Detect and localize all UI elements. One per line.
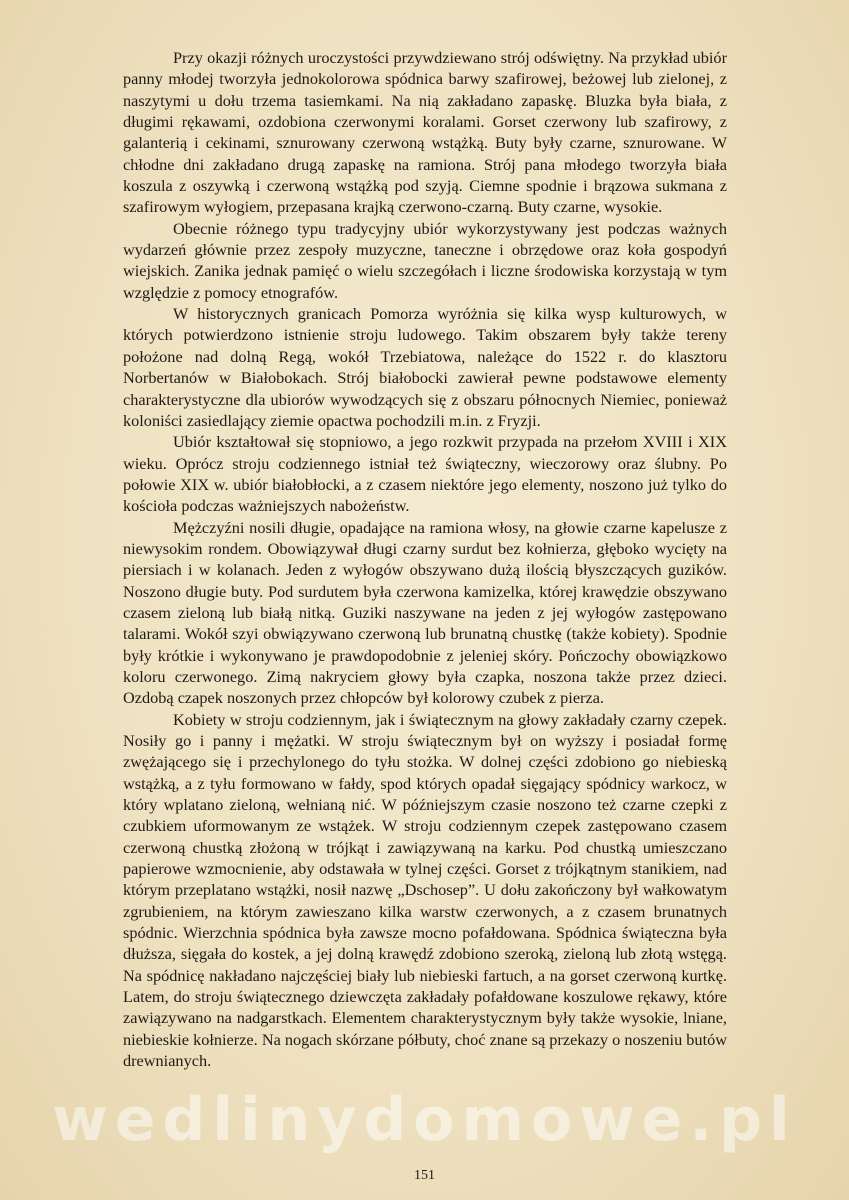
paragraph-mens-attire: Mężczyźni nosili długie, opadające na ramiona włosy, na głowie czarne kapelusze z niewysokim rondem. Obowiązywał długi czarny surdut bez kołnierza, głęboko wycięty na piersiach i w kolanach. Jeden z wyłogów obszywano dużą ilością błyszczących guzików. Noszono długie buty. Pod surdutem była czerwona kamizelka, której krawędzie obszywano czasem zieloną lub białą nitką. Guziki naszywane na jeden z jej wyłogów zastępowano talarami. Wokół szyi obwiązywano czerwoną lub brunatną chustkę (także kobiety). Spodnie były krótkie i wykonywano je prawdopodobnie z jeleniej skóry. Pończochy obowiązkowo koloru czerwonego. Zimą nakryciem głowy była czapka, noszona także przez dzieci. Ozdobą czapek noszonych przez chłopców był kolorowy czubek z pierza. xyxy=(123,517,727,708)
watermark: wedlinydomowe.pl xyxy=(52,1085,797,1155)
paragraph-cultural-islands: W historycznych granicach Pomorza wyróżnia się kilka wysp kulturowych, w których potwierdzono istnienie stroju ludowego. Takim obszarem były także tereny położone nad dolną Regą, wokół Trzebiatowa, należące do 1522 r. do klasztoru Norbertanów w Białobokach. Strój białobocki zawierał pewne podstawowe elementy charakterystyczne dla ubiorów wywodzących się z obszaru północnych Niemiec, ponieważ koloniści zasiedlający ziemie opactwa pochodzili m.in. z Fryzji. xyxy=(123,304,727,430)
paragraph-current-use: Obecnie różnego typu tradycyjny ubiór wykorzystywany jest podczas ważnych wydarzeń głównie przez zespoły muzyczne, taneczne i obrzędowe oraz koła gospodyń wiejskich. Zanika jednak pamięć o wielu szczegółach i liczne środowiska korzystają w tym względzie z pomocy etnografów. xyxy=(123,218,727,302)
paragraph-wedding-attire: Przy okazji różnych uroczystości przywdziewano strój odświętny. Na przykład ubiór panny młodej tworzyła jednokolorowa spódnica barwy szafirowej, beżowej lub zielonej, z naszytymi u dołu trzema tasiemkami. Na nią zakładano zapaskę. Bluzka była biała, z długimi rękawami, ozdobiona czerwonymi koralami. Gorset czerwony lub szafirowy, z galanterią i cekinami, sznurowany czerwoną wstążką. Buty były czarne, sznurowane. W chłodne dni zakładano drugą zapaskę na ramiona. Strój pana młodego tworzyła biała koszula z oszywką i czerwoną wstążką pod szyją. Ciemne spodnie i brązowa sukmana z szafirowym wyłogiem, przepasana krajką czerwono-czarną. Buty czarne, wysokie. xyxy=(123,48,727,217)
body-text xyxy=(123,47,727,1072)
paragraph-attire-development: Ubiór kształtował się stopniowo, a jego rozkwit przypada na przełom XVIII i XIX wieku. Oprócz stroju codziennego istniał też świąteczny, wieczorowy oraz ślubny. Po połowie XIX w. ubiór białobłocki, a z czasem niektóre jego elementy, noszono już tylko do kościoła podczas ważniejszych nabożeństw. xyxy=(123,432,727,516)
paragraph-womens-attire: Kobiety w stroju codziennym, jak i świątecznym na głowy zakładały czarny czepek. Nosiły go i panny i mężatki. W stroju świątecznym był on wyższy i posiadał formę zwężającego się i przechylonego do tyłu stożka. W dolnej części zdobiono go niebieską wstążką, a z tyłu formowano w fałdy, spod których opadał sięgający spódnicy warkocz, w który wplatano zieloną, wełnianą nić. W późniejszym czasie noszono też czarne czepki z czubkiem uformowanym ze wstążek. W stroju codziennym czepek zastępowano czasem czerwoną chustką złożoną w trójkąt i zawiązywaną na karku. Pod chustką umieszczano papierowe wzmocnienie, aby odstawała w tylnej części. Gorset z trójkątnym stanikiem, nad którym przeplatano wstążki, nosił nazwę „Dschosep”. U dołu zakończony był wałkowatym zgrubieniem, na którym zawieszano kilka warstw czerwonych, a z czasem brunatnych spódnic. Wierzchnia spódnica była zawsze mocno pofałdowana. Spódnica świąteczna była dłuższa, sięgała do kostek, a jej dolną krawędź zdobiono szeroką, zieloną lub złotą wstęgą. Na spódnicę nakładano najczęściej biały lub niebieski fartuch, a na gorset czerwoną kurtkę. Latem, do stroju świątecznego dziewczęta zakładały pofałdowane koszulowe rękawy, które zawiązywano na nadgarstkach. Elementem charakterystycznym były także wysokie, lniane, niebieskie kołnierze. Na nogach skórzane półbuty, choć znane są przekazy o noszeniu butów drewnianych. xyxy=(123,709,727,1071)
page-number: 151 xyxy=(414,1168,435,1183)
